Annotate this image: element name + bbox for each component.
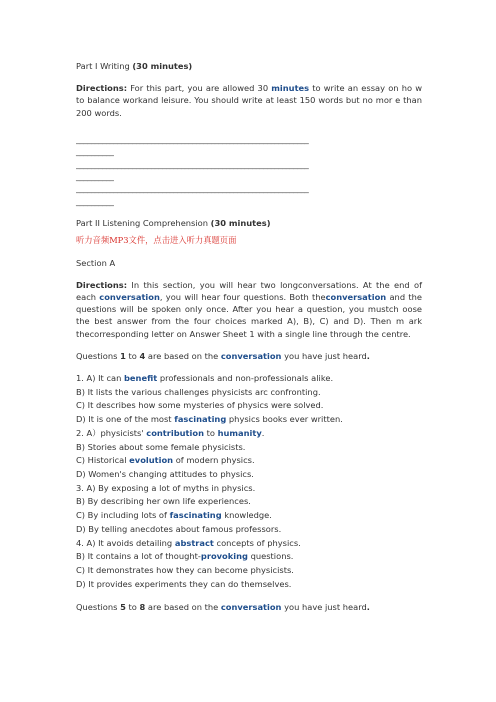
list-item: C) By including lots of fascinating knowledge. bbox=[76, 510, 272, 521]
list-item: D) By telling anecdotes about famous professors. bbox=[76, 523, 282, 534]
list-item: C) Historical evolution of modern physics. bbox=[76, 455, 255, 466]
writing-line-long: ______________________________________________________________ bbox=[76, 158, 309, 169]
list-item: B) It lists the various challenges physicists arc confronting. bbox=[76, 386, 321, 397]
list-item: D) It is one of the most fascinating physics books ever written. bbox=[76, 414, 343, 425]
questions-1-4-intro: Questions 1 to 4 are based on the conversation you have just heard. bbox=[76, 350, 370, 361]
part1-directions: Directions: For this part, you are allowed 30 minutes to write an essay on ho w to balance workand leisure. You should write at least 150 words but no mor e than 200 words. bbox=[76, 83, 422, 118]
questions-5-8-intro: Questions 5 to 8 are based on the conversation you have just heard. bbox=[76, 602, 370, 613]
listening-audio-link[interactable]: 听力音频MP3文件，点击进入听力真题页面 bbox=[76, 235, 237, 246]
part2-heading: Part II Listening Comprehension (30 minutes) bbox=[76, 218, 271, 229]
part2-directions: Directions: In this section, you will hear two longconversations. At the end of each conversation, you will hear four questions. Both theconversation and the questions will be spoken only once. After you hear a question, you mustch oose the best answer from the four choices marked A), B), C) and D). Then m ark thecorresponding letter on Answer Sheet 1 with a single line through the centre. bbox=[76, 279, 422, 339]
section-a-heading: Section A bbox=[76, 257, 116, 268]
writing-lines bbox=[76, 133, 422, 207]
list-item: 1. A) It can benefit professionals and non-professionals alike. bbox=[76, 373, 334, 384]
writing-line-short: __________ bbox=[76, 195, 114, 206]
question-options-list bbox=[76, 372, 422, 591]
list-item: C) It describes how some mysteries of physics were solved. bbox=[76, 400, 324, 411]
list-item: B) By describing her own life experiences. bbox=[76, 496, 251, 507]
part1-heading: Part I Writing (30 minutes) bbox=[76, 61, 193, 71]
list-item: B) Stories about some female physicists. bbox=[76, 441, 246, 452]
list-item: 4. A) It avoids detailing abstract concepts of physics. bbox=[76, 537, 301, 548]
list-item: 2. A）physicists' contribution to humanity. bbox=[76, 427, 265, 438]
writing-line-long: ______________________________________________________________ bbox=[76, 183, 309, 194]
writing-line-short: __________ bbox=[76, 146, 114, 157]
writing-line-long: ______________________________________________________________ bbox=[76, 133, 309, 144]
list-item: 3. A) By exposing a lot of myths in physics. bbox=[76, 482, 256, 493]
list-item: D) Women's changing attitudes to physics. bbox=[76, 469, 254, 479]
list-item: B) It contains a lot of thought-provoking questions. bbox=[76, 551, 294, 562]
list-item: D) It provides experiments they can do themselves. bbox=[76, 578, 292, 589]
document-content bbox=[76, 60, 422, 614]
writing-line-short: __________ bbox=[76, 171, 114, 182]
list-item: C) It demonstrates how they can become physicists. bbox=[76, 564, 294, 575]
